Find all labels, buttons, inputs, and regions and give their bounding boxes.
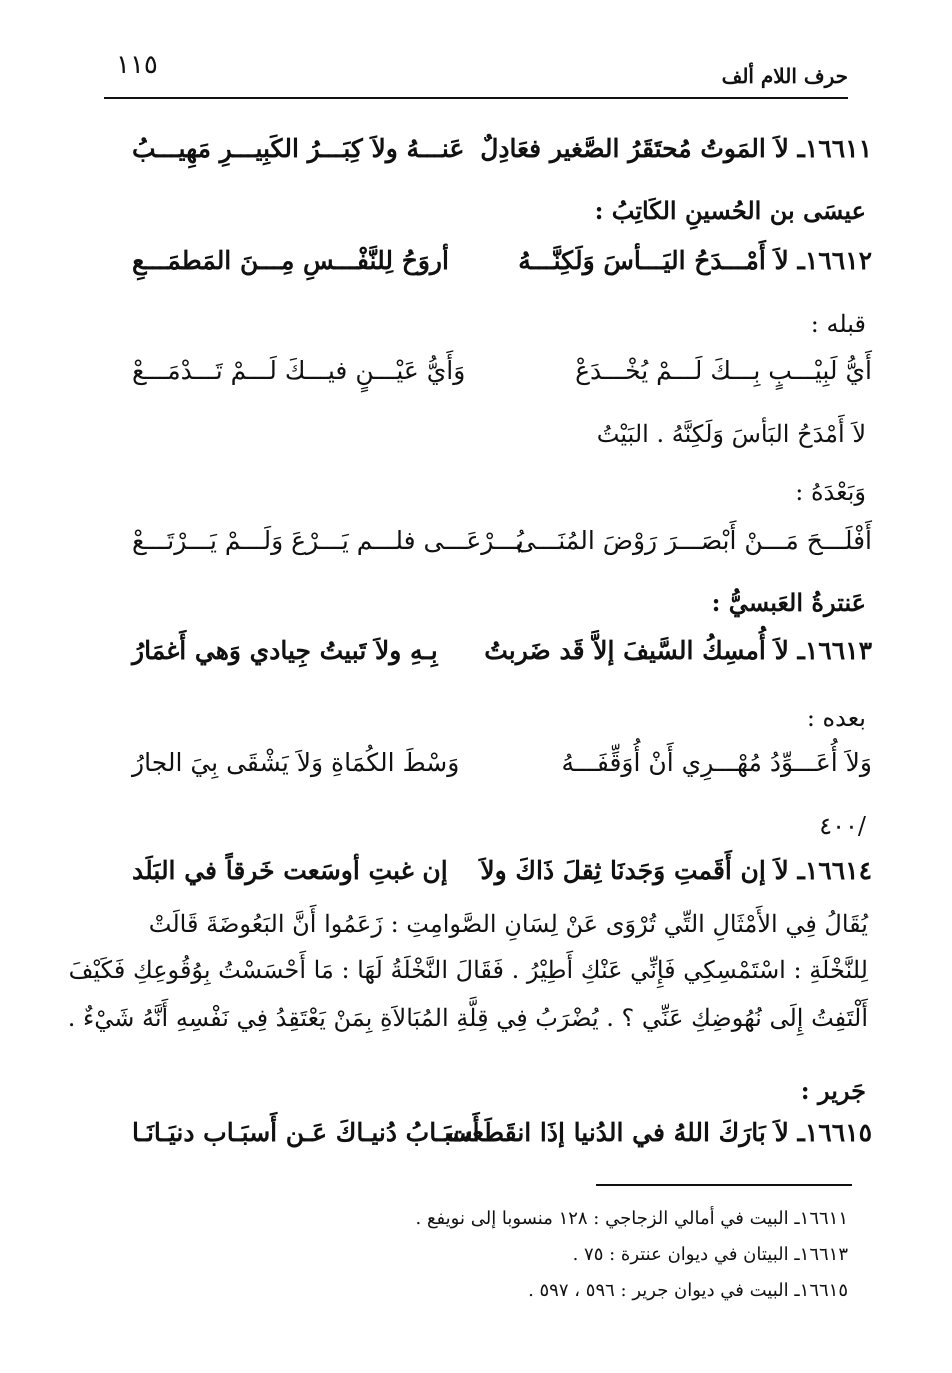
preceding-verse-first-hemistich: أَيُّ لَبِيْـــبٍ بِـــكَ لَـــمْ يُخْـــدَعْ <box>575 356 872 385</box>
poet-attribution: عَنترةُ العَبسيُّ : <box>711 588 866 617</box>
preceding-verse-second-hemistich: وَأَيُّ عَيْـــنٍ فيـــكَ لَـــمْ تَـــدْمَـــعْ <box>132 356 466 385</box>
verse-16612-second-hemistich: أروَحُ لِلنَّفْـــسِ مِـــنَ المَطمَـــعِ <box>132 246 449 275</box>
before-label: قبله : <box>810 310 866 338</box>
page-header <box>104 46 848 90</box>
page-number: ١١٥ <box>116 50 158 80</box>
following-verse-first-hemistich: وَلاَ أُعَـــوِّدُ مُهْـــرِي أَنْ أُوَقِّفَـــهُ <box>561 748 872 777</box>
poet-attribution: جَرير : <box>800 1076 866 1105</box>
verse-16612-first-hemistich: ١٦٦١٢ـ لاَ أَمْـــدَحُ اليَـــأسَ وَلَكِنَّـــهُ <box>518 246 872 275</box>
prose-line: يُقَالُ فِي الأَمْثَالِ التِّي تُرْوَى عَنْ لِسَانِ الصَّوامِتِ : زَعَمُوا أَنَّ البَعُوضَةَ قَالَتْ <box>148 910 868 938</box>
verse-16615-first-hemistich: ١٦٦١٥ـ لاَ بَارَكَ اللهُ في الدُنيا إذَا انقَطَعت <box>447 1118 872 1147</box>
footnote-rule <box>596 1184 852 1186</box>
poet-attribution: عيسَى بن الحُسينِ الكَاتِبُ : <box>594 196 866 225</box>
header-rule <box>104 97 848 99</box>
verse-16613-first-hemistich: ١٦٦١٣ـ لاَ أُمسِكُ السَّيفَ إلاَّ قَد ضَربتُ <box>484 636 872 665</box>
prose-line: أَلْتَفِتُ إِلَى نُهُوضِكِ عَنِّي ؟ . يُضْرَبُ فِي قِلَّةِ المُبَالاَةِ بِمَنْ يَعْتَقِدُ فِي نَفْسِهِ أَنَّهُ شَيْءٌ . <box>67 1004 868 1032</box>
after-label: وَبَعْدَهُ : <box>795 478 866 506</box>
following-verse-second-hemistich: يُـــرْعَـــى فلـــم يَـــرْعَ وَلَـــمْ يَـــرْتَـــعْ <box>132 526 524 555</box>
verse-16611-second-hemistich: عَنـــهُ ولاَ كِبَـــرُ الكَبِيـــرِ مَهِيـــبُ <box>132 134 465 163</box>
footnote: ١٦٦١٣ـ البيتان في ديوان عنترة : ٧٥ . <box>572 1244 848 1265</box>
footnote: ١٦٦١٥ـ البيت في ديوان جرير : ٥٩٦ ، ٥٩٧ . <box>528 1280 848 1301</box>
quoted-verse-reference: لاَ أَمْدَحُ البَأسَ وَلَكِنَّهُ . البَيْتُ <box>596 420 866 448</box>
verse-16615-second-hemistich: أَسبَـابُ دُنيـاكَ عَـن أَسبَـاب دنيَـانَـا <box>132 1118 480 1147</box>
following-verse-second-hemistich: وَسْطَ الكُمَاةِ وَلاَ يَشْقَى بِيَ الجارُ <box>132 748 460 777</box>
verse-16614-second-hemistich: إن غبتِ أوسَعت خَرقاً في البَلَد <box>132 856 448 885</box>
chapter-title: حرف اللام ألف <box>721 64 848 88</box>
following-verse-first-hemistich: أَفْلَـــحَ مَـــنْ أَبْصَـــرَ رَوْضَ المُنَـــى <box>515 526 872 555</box>
verse-16614-first-hemistich: ١٦٦١٤ـ لاَ إن أَقَمتِ وَجَدنَا ثِقلَ ذَاكَ ولاَ <box>480 856 872 885</box>
manuscript-folio-marker: /٤٠٠ <box>819 812 866 840</box>
after-label: بعده : <box>806 704 866 732</box>
prose-line: لِلنَّخْلَةِ : اسْتَمْسِكِي فَإِنِّي عَنْكِ أَطِيْرُ . فَقَالَ النَّخْلَةُ لَهَا : مَا أَحْسَسْتُ بِوُقُوعِكِ فَكَيْفَ <box>68 956 868 984</box>
footnote: ١٦٦١١ـ البيت في أمالي الزجاجي : ١٢٨ منسوبا إلى نويفع . <box>415 1208 848 1229</box>
verse-16611-first-hemistich: ١٦٦١١ـ لاَ المَوتُ مُحتَقَرُ الصَّغير فعَادِلٌ <box>480 134 872 163</box>
verse-16613-second-hemistich: بِـهِ ولاَ تَبيتُ جِيادي وَهي أَغمَارُ <box>132 636 438 665</box>
